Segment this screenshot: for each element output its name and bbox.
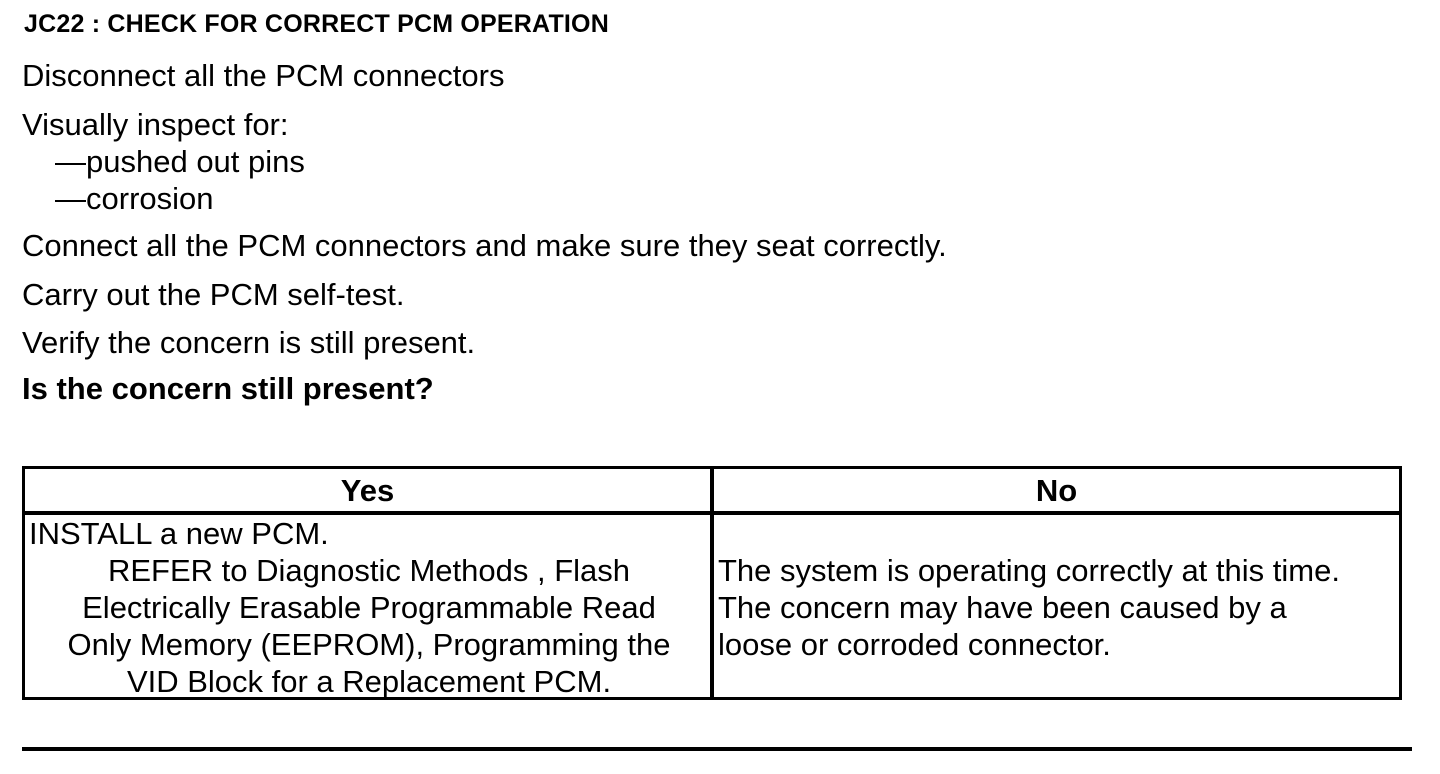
procedure-heading: JC22 : CHECK FOR CORRECT PCM OPERATION bbox=[24, 10, 609, 38]
step-disconnect: Disconnect all the PCM connectors bbox=[22, 58, 505, 93]
step-self-test: Carry out the PCM self-test. bbox=[22, 277, 405, 312]
yes-action: INSTALL a new PCM. bbox=[29, 516, 329, 551]
yes-reference-link[interactable]: REFER to Diagnostic Methods , Flash Electrically Erasable Programmable Read Only Memory (EEPROM), Programming the VID Block for a Replacement PCM. bbox=[67, 553, 671, 699]
header-yes: Yes bbox=[340, 473, 395, 508]
step-inspect: Visually inspect for: bbox=[22, 107, 289, 142]
header-no: No bbox=[1035, 473, 1078, 508]
inspect-item-pins: —pushed out pins bbox=[55, 144, 305, 179]
decision-table bbox=[22, 466, 1402, 700]
inspect-item-corrosion: —corrosion bbox=[55, 181, 214, 216]
no-cell: The system is operating correctly at this time. The concern may have been caused by a loose or corroded connector. bbox=[718, 553, 1340, 662]
step-connect: Connect all the PCM connectors and make sure they seat correctly. bbox=[22, 228, 947, 263]
question: Is the concern still present? bbox=[22, 371, 434, 406]
step-verify: Verify the concern is still present. bbox=[22, 325, 476, 360]
bottom-divider bbox=[22, 747, 1412, 751]
column-divider bbox=[710, 469, 714, 697]
yes-cell bbox=[29, 515, 709, 700]
